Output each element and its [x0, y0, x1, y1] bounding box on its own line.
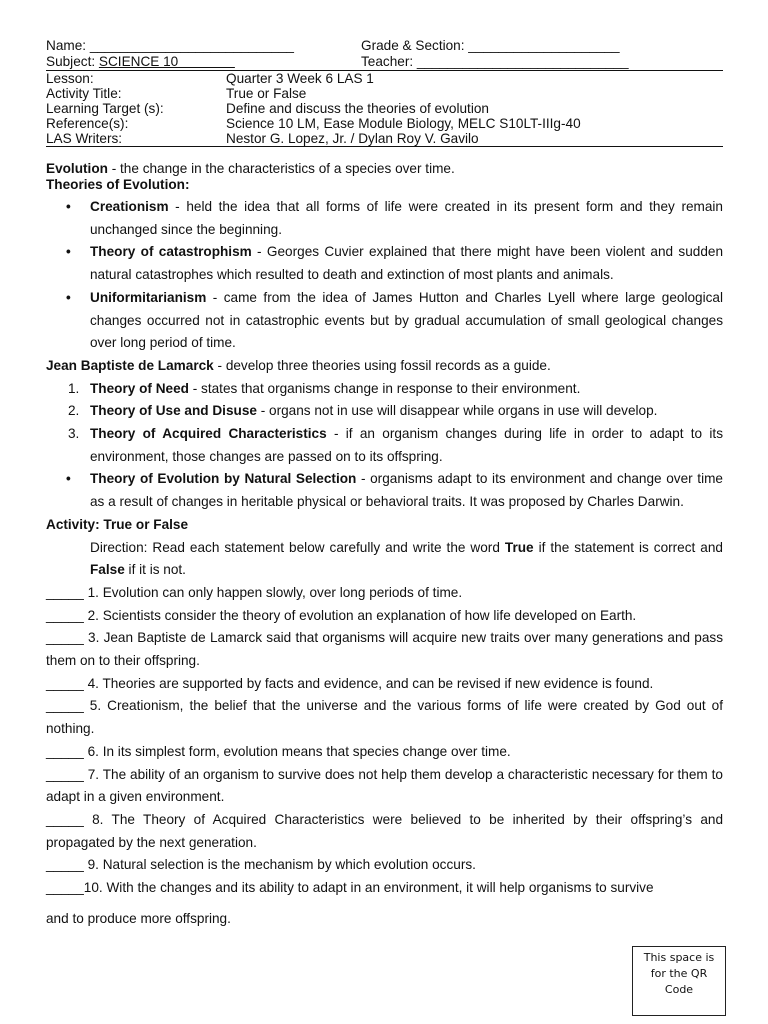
lamarck-theory-need: [46, 378, 723, 401]
qr-code-placeholder: [632, 946, 726, 1016]
meta-label: Reference(s):: [46, 116, 129, 131]
definition-text: - the change in the characteristics of a species over time.: [107, 161, 455, 176]
meta-references: [46, 116, 723, 131]
bullet-icon: •: [66, 244, 71, 260]
question-7[interactable]: _____ 7. The ability of an organism to survive does not help them develop a characteristic necessary for them to adapt in a given environment.: [46, 766, 723, 805]
theory-term: Theory of Use and Disuse: [90, 403, 257, 419]
list-number: 3.: [68, 426, 80, 442]
direction-text: Direction: Read each statement below carefully and write the word: [90, 539, 505, 555]
meta-value: Define and discuss the theories of evolution: [226, 101, 489, 116]
theory-term: Creationism: [90, 199, 169, 214]
activity-heading-text: Activity: True or False: [46, 516, 189, 532]
lamarck-theory-acquired: [46, 423, 723, 468]
direction-text: if it is not.: [124, 562, 186, 578]
question-8[interactable]: _____ 8. The Theory of Acquired Characteristics were believed to be inherited by their offspring’s and propagated by the next generation.: [46, 811, 723, 850]
subject-label: Subject:: [46, 54, 96, 69]
lamarck-intro: [46, 355, 723, 378]
bullet-icon: •: [66, 199, 71, 214]
name-field[interactable]: Name: ___________________________: [46, 38, 294, 53]
meta-label: Learning Target (s):: [46, 101, 164, 116]
bullet-icon: •: [66, 471, 71, 487]
theory-text: - held the idea that all forms of life were created in its present form and they remain unchanged since the beginning.: [90, 199, 723, 237]
header-row-1: [46, 38, 723, 54]
activity-direction: [46, 537, 723, 582]
theory-text: - organs not in use will disappear while organs in use will develop.: [256, 403, 658, 419]
qr-text: This space is: [643, 951, 715, 964]
theory-term: Theory of Acquired Characteristics: [90, 426, 327, 442]
subject-value: SCIENCE 10: [98, 54, 235, 69]
meta-learning-target: [46, 101, 723, 116]
theories-heading: [46, 177, 723, 193]
grade-section-field[interactable]: Grade & Section: ____________________: [361, 38, 620, 53]
activity-heading: [46, 514, 723, 537]
teacher-field[interactable]: Teacher: ____________________________: [361, 54, 629, 69]
lamarck-term: Jean Baptiste de Lamarck: [46, 357, 214, 373]
theory-text: - Georges Cuvier explained that there might have been violent and sudden natural catastrophes which resulted to death and extinction of most plants and animals.: [90, 244, 724, 283]
question-10[interactable]: [46, 877, 723, 900]
question-10-continuation: and to produce more offspring.: [46, 910, 231, 926]
theory-text: - if an organism changes during life in order to adapt to its environment, those changes are passed on to its offspring.: [90, 426, 723, 464]
question-5[interactable]: _____ 5. Creationism, the belief that the universe and the various forms of life were created by God out of nothing.: [46, 698, 723, 737]
header-row-2: [46, 54, 723, 70]
meta-label: LAS Writers:: [46, 131, 123, 146]
bullet-icon: •: [66, 289, 71, 305]
theory-natural-selection: [46, 468, 723, 513]
theory-text: - came from the idea of James Hutton and Charles Lyell where large geological changes occurred not in catastrophic events but by gradual accumulation of small geological changes over long period of time.: [90, 289, 723, 351]
meta-lesson: [46, 71, 723, 86]
theory-term: Theory of Evolution by Natural Selection: [90, 471, 357, 487]
evolution-definition: [46, 161, 723, 177]
theory-text: - states that organisms change in response to their environment.: [188, 380, 581, 396]
term-evolution: Evolution: [46, 161, 108, 176]
question-6[interactable]: _____ 6. In its simplest form, evolution means that species change over time.: [46, 743, 511, 759]
theory-text: - organisms adapt to its environment and change over time as a result of changes in heritable physical or behavioral traits. It was proposed by Charles Darwin.: [90, 471, 723, 510]
meta-value: True or False: [226, 86, 307, 101]
question-4[interactable]: _____ 4. Theories are supported by facts and evidence, and can be revised if new evidence is found.: [46, 675, 654, 691]
question-9[interactable]: _____ 9. Natural selection is the mechanism by which evolution occurs.: [46, 857, 476, 873]
worksheet-page: [46, 38, 723, 931]
question-2[interactable]: _____ 2. Scientists consider the theory of evolution an explanation of how life developed on Earth.: [46, 607, 637, 623]
lamarck-theory-use-disuse: [46, 400, 723, 423]
theory-term: Uniformitarianism: [90, 289, 207, 305]
question-10-line-1: _____10. With the changes and its ability to adapt in an environment, it will help organisms to survive: [46, 880, 654, 896]
question-3[interactable]: _____ 3. Jean Baptiste de Lamarck said that organisms will acquire new traits over many generations and pass them on to their offspring.: [46, 630, 723, 669]
meta-value: Nestor G. Lopez, Jr. / Dylan Roy V. Gavilo: [226, 131, 479, 146]
theories-heading-text: Theories of Evolution:: [46, 177, 190, 192]
direction-text: if the statement is correct and: [533, 539, 723, 555]
meta-label: Activity Title:: [46, 86, 122, 101]
meta-activity-title: [46, 86, 723, 101]
theory-term: Theory of Need: [90, 380, 189, 396]
list-number: 1.: [68, 380, 80, 396]
meta-label: Lesson:: [46, 71, 94, 86]
theory-catastrophism: [46, 241, 723, 286]
question-1[interactable]: _____ 1. Evolution can only happen slowly, over long periods of time.: [46, 584, 463, 600]
qr-text: for the QR: [650, 967, 708, 980]
meta-value: Science 10 LM, Ease Module Biology, MELC S10LT-IIIg-40: [226, 116, 581, 131]
true-word: True: [504, 539, 534, 555]
meta-value: Quarter 3 Week 6 LAS 1: [226, 71, 374, 86]
lamarck-text: - develop three theories using fossil records as a guide.: [213, 357, 551, 373]
theory-term: Theory of catastrophism: [90, 244, 252, 260]
false-word: False: [90, 562, 125, 578]
theory-uniformitarianism: [46, 287, 723, 355]
meta-writers: [46, 131, 723, 146]
theory-creationism: [46, 196, 723, 241]
qr-text: Code: [664, 983, 694, 996]
list-number: 2.: [68, 403, 80, 419]
